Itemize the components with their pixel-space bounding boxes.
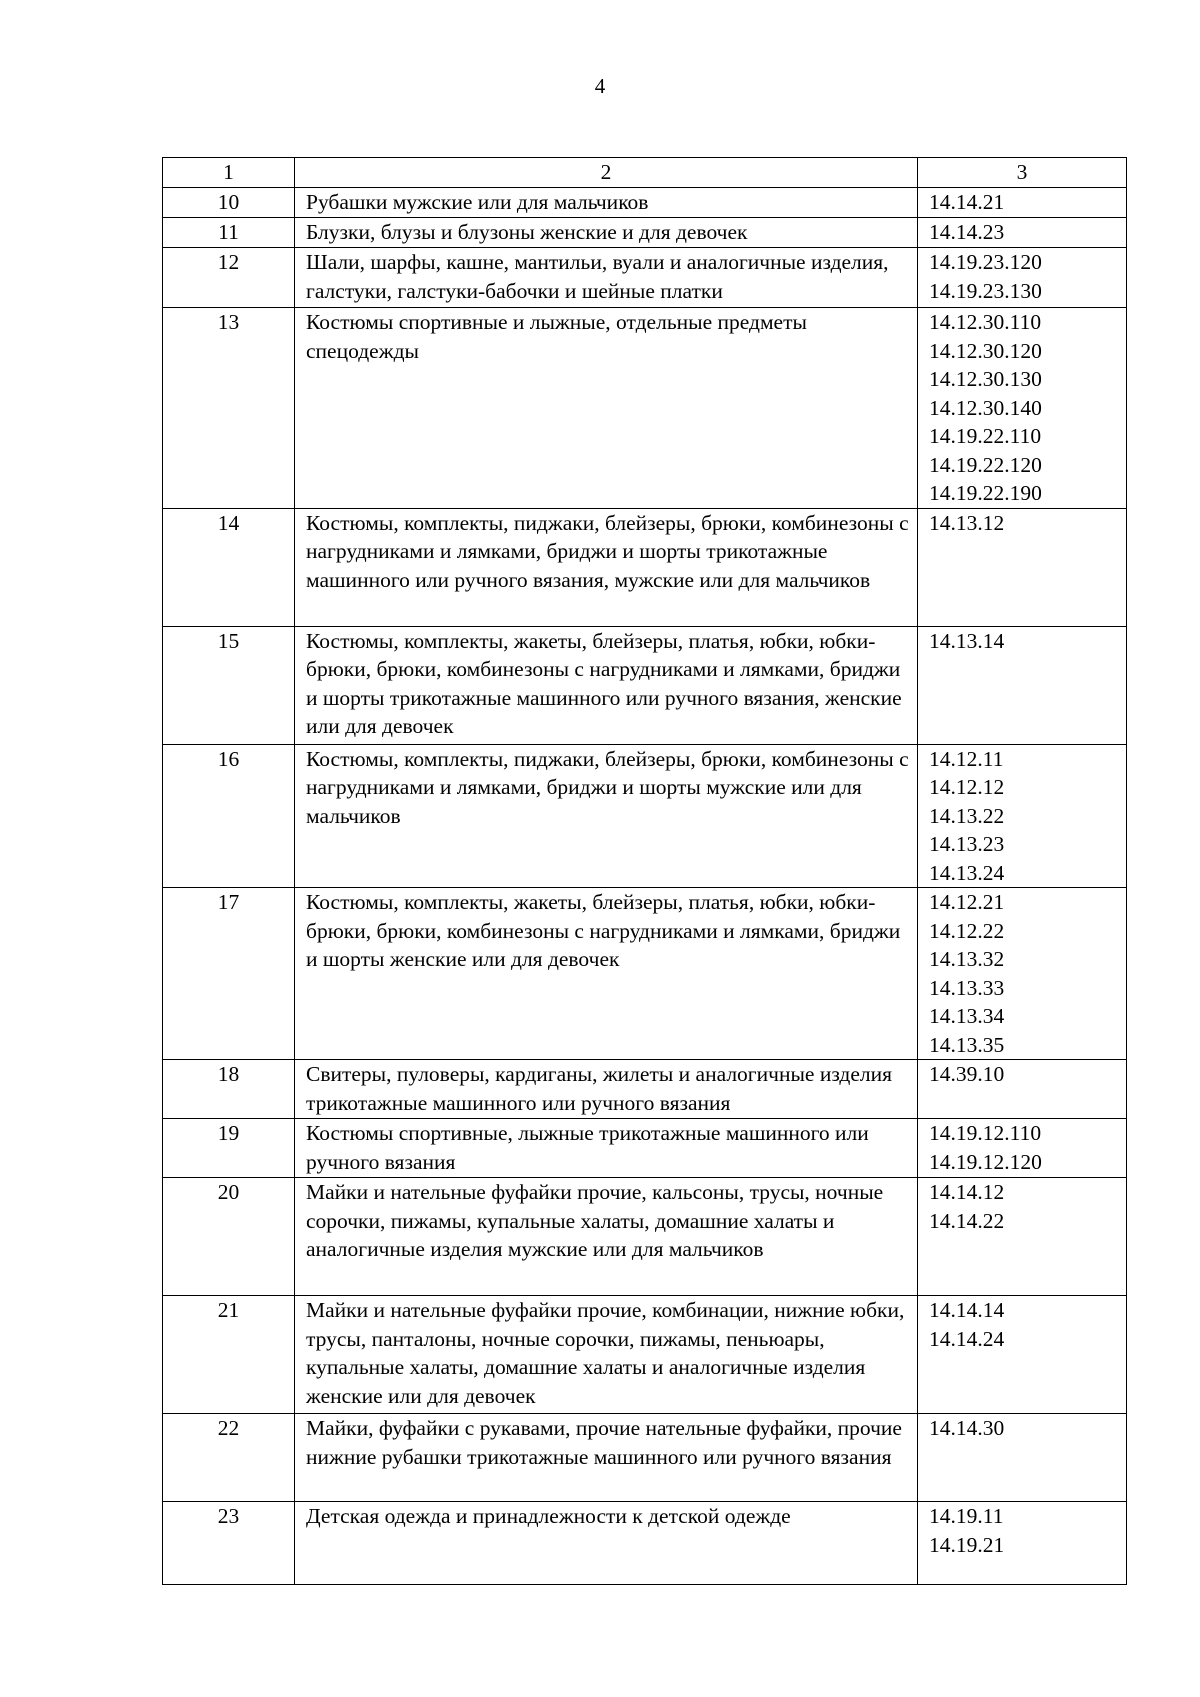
okpd-code: 14.13.33 <box>929 975 1005 1000</box>
okpd-code: 14.12.30.110 <box>929 310 1042 334</box>
okpd-codes-cell <box>918 1060 1127 1119</box>
header-cell-col3: 3 <box>918 158 1127 188</box>
product-description-text: Блузки, блузы и блузоны женские и для девочек <box>306 220 748 244</box>
okpd-codes-cell <box>918 888 1127 1060</box>
okpd-codes-cell <box>918 188 1127 218</box>
row-number-cell: 12 <box>163 248 295 308</box>
okpd-code: 14.13.24 <box>929 860 1005 885</box>
table-row <box>163 1502 1127 1585</box>
table-row <box>163 1178 1127 1296</box>
product-description-cell <box>295 1178 918 1296</box>
okpd-code: 14.14.23 <box>929 220 1005 244</box>
product-description-cell <box>295 1502 918 1585</box>
table-row <box>163 1119 1127 1178</box>
row-number-cell: 22 <box>163 1414 295 1502</box>
product-description-cell <box>295 1119 918 1178</box>
okpd-code: 14.19.22.110 <box>929 424 1042 448</box>
table-row <box>163 744 1127 888</box>
okpd-codes-cell <box>918 308 1127 509</box>
okpd-code: 14.12.12 <box>929 775 1005 799</box>
row-number-cell: 20 <box>163 1178 295 1296</box>
okpd-code: 14.14.14 <box>929 1298 1005 1322</box>
row-number-cell: 11 <box>163 218 295 248</box>
okpd-codes-cell <box>918 1502 1127 1585</box>
product-description-text: Костюмы спортивные и лыжные, отдельные предметы спецодежды <box>306 310 807 363</box>
product-description-text: Костюмы, комплекты, пиджаки, блейзеры, брюки, комбинезоны с нагрудниками и лямками, бриджи и шорты мужские или для мальчиков <box>306 746 909 828</box>
row-number-cell: 18 <box>163 1060 295 1119</box>
product-description-text: Костюмы, комплекты, жакеты, блейзеры, платья, юбки, юбки-брюки, брюки, комбинезоны с нагрудниками и лямками, бриджи и шорты трикотажные машинного или ручного вязания, женские или для девочек <box>306 628 902 738</box>
okpd-code: 14.19.22.120 <box>929 452 1042 477</box>
table-header-row <box>163 158 1127 188</box>
product-description-text: Костюмы, комплекты, жакеты, блейзеры, платья, юбки, юбки-брюки, брюки, комбинезоны с нагрудниками и лямками, бриджи и шорты женские или для девочек <box>306 890 901 971</box>
okpd-code: 14.14.22 <box>929 1208 1005 1233</box>
okpd-code: 14.13.14 <box>929 628 1005 653</box>
row-number-cell: 17 <box>163 888 295 1060</box>
okpd-code: 14.19.23.130 <box>929 278 1042 303</box>
okpd-code: 14.12.30.130 <box>929 367 1042 391</box>
table-row <box>163 626 1127 744</box>
product-description-text: Рубашки мужские или для мальчиков <box>306 190 649 214</box>
row-number-cell: 14 <box>163 508 295 626</box>
product-description-cell <box>295 508 918 626</box>
table-body <box>163 158 1127 1585</box>
table-row <box>163 188 1127 218</box>
row-number-cell: 15 <box>163 626 295 744</box>
product-description-text: Майки и нательные фуфайки прочие, комбинации, нижние юбки, трусы, панталоны, ночные сорочки, пижамы, пеньюары, купальные халаты, домашние халаты и аналогичные изделия женские или для девочек <box>306 1298 905 1408</box>
okpd-code: 14.39.10 <box>929 1062 1005 1086</box>
okpd-code: 14.13.23 <box>929 832 1005 856</box>
product-description-text: Костюмы спортивные, лыжные трикотажные машинного или ручного вязания <box>306 1121 869 1174</box>
header-cell-col2: 2 <box>295 158 918 188</box>
product-description-text: Детская одежда и принадлежности к детской одежде <box>306 1504 791 1528</box>
product-description-cell <box>295 248 918 308</box>
okpd-codes-cell <box>918 1178 1127 1296</box>
okpd-code: 14.19.21 <box>929 1532 1005 1557</box>
product-description-text: Костюмы, комплекты, пиджаки, блейзеры, брюки, комбинезоны с нагрудниками и лямками, бриджи и шорты трикотажные машинного или ручного вязания, мужские или для мальчиков <box>306 510 909 592</box>
okpd-code: 14.12.30.140 <box>929 395 1042 420</box>
okpd-code: 14.14.12 <box>929 1180 1005 1204</box>
row-number-cell: 21 <box>163 1296 295 1414</box>
table-row <box>163 1296 1127 1414</box>
table-row <box>163 248 1127 308</box>
okpd-code: 14.19.23.120 <box>929 250 1042 274</box>
product-description-cell <box>295 308 918 509</box>
table-row <box>163 1414 1127 1502</box>
okpd-code: 14.12.30.120 <box>929 338 1042 363</box>
row-number-cell: 16 <box>163 744 295 888</box>
product-description-cell <box>295 1060 918 1119</box>
okpd-code: 14.13.12 <box>929 510 1005 535</box>
table-row <box>163 508 1127 626</box>
okpd-code: 14.14.30 <box>929 1416 1005 1440</box>
okpd-code: 14.13.35 <box>929 1032 1005 1057</box>
okpd-codes-cell <box>918 508 1127 626</box>
product-description-cell <box>295 1296 918 1414</box>
okpd-codes-cell <box>918 248 1127 308</box>
row-number-cell: 19 <box>163 1119 295 1178</box>
table-row <box>163 308 1127 509</box>
table-row <box>163 888 1127 1060</box>
okpd-code: 14.12.21 <box>929 890 1005 914</box>
product-description-cell <box>295 744 918 888</box>
row-number-cell: 10 <box>163 188 295 218</box>
okpd-codes-cell <box>918 218 1127 248</box>
okpd-code: 14.14.24 <box>929 1326 1005 1351</box>
okpd-code: 14.13.34 <box>929 1004 1005 1028</box>
product-description-text: Свитеры, пуловеры, кардиганы, жилеты и аналогичные изделия трикотажные машинного или ручного вязания <box>306 1062 893 1115</box>
product-description-cell <box>295 626 918 744</box>
product-description-cell <box>295 1414 918 1502</box>
okpd-codes-cell <box>918 744 1127 888</box>
row-number-cell: 23 <box>163 1502 295 1585</box>
okpd-code: 14.19.12.110 <box>929 1121 1042 1145</box>
okpd-code: 14.14.21 <box>929 190 1005 214</box>
product-code-table <box>162 157 1127 1585</box>
okpd-code: 14.19.12.120 <box>929 1149 1042 1174</box>
okpd-code: 14.19.11 <box>929 1504 1004 1528</box>
row-number-cell: 13 <box>163 308 295 509</box>
okpd-codes-cell <box>918 1414 1127 1502</box>
table-row <box>163 1060 1127 1119</box>
okpd-codes-cell <box>918 1119 1127 1178</box>
okpd-code: 14.13.32 <box>929 947 1005 971</box>
okpd-code: 14.12.11 <box>929 746 1004 771</box>
table-row <box>163 218 1127 248</box>
product-description-cell <box>295 218 918 248</box>
okpd-code: 14.12.22 <box>929 918 1005 943</box>
page-number: 4 <box>594 74 606 98</box>
okpd-codes-cell <box>918 1296 1127 1414</box>
product-description-text: Майки и нательные фуфайки прочие, кальсоны, трусы, ночные сорочки, пижамы, купальные халаты, домашние халаты и аналогичные изделия мужские или для мальчиков <box>306 1180 884 1261</box>
okpd-codes-cell <box>918 626 1127 744</box>
product-description-cell <box>295 188 918 218</box>
okpd-code: 14.13.22 <box>929 803 1005 828</box>
product-description-cell <box>295 888 918 1060</box>
product-description-text: Майки, фуфайки с рукавами, прочие нательные фуфайки, прочие нижние рубашки трикотажные машинного или ручного вязания <box>306 1416 902 1469</box>
header-cell-col1: 1 <box>163 158 295 188</box>
okpd-code: 14.19.22.190 <box>929 481 1042 505</box>
product-description-text: Шали, шарфы, кашне, мантильи, вуали и аналогичные изделия, галстуки, галстуки-бабочки и шейные платки <box>306 250 889 303</box>
